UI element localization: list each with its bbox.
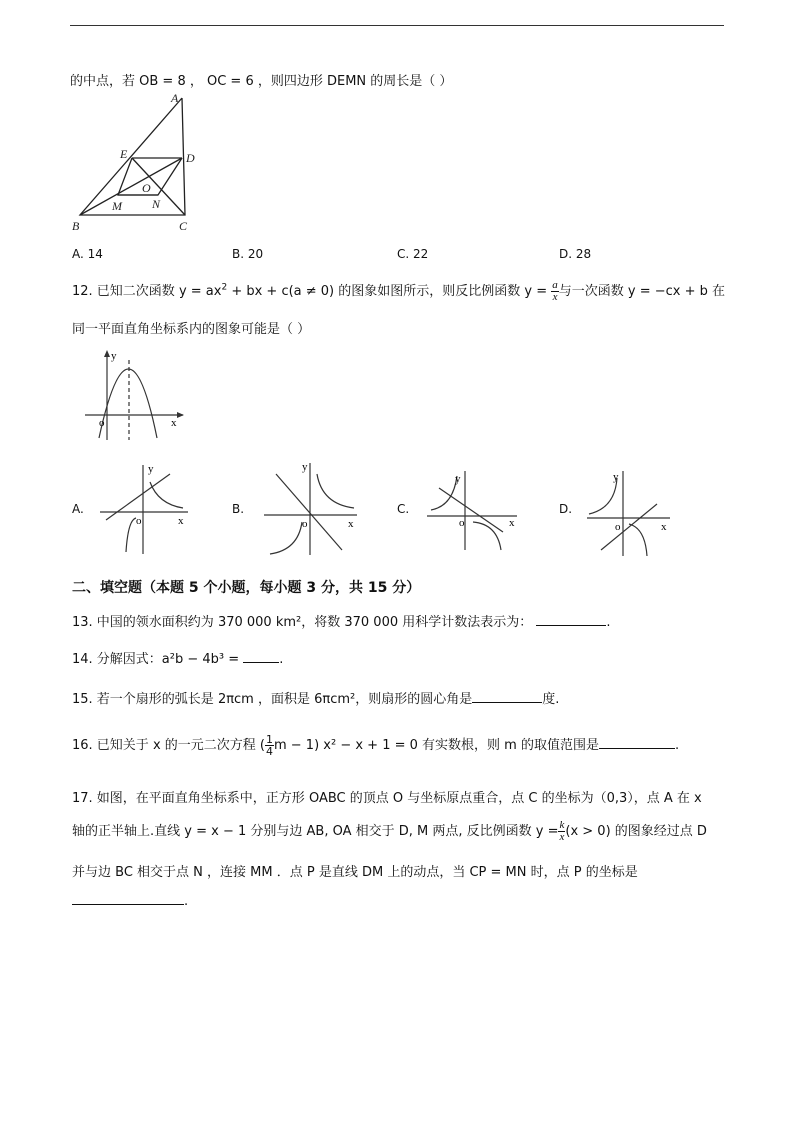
- q12-line1-a: 12. 已知二次函数 y = ax: [72, 284, 222, 299]
- q12-d-o-label: o: [615, 521, 621, 533]
- q12-a-y-label: y: [148, 463, 154, 475]
- q17-answer-blank[interactable]: [72, 893, 184, 905]
- q11-option-b: B. 20: [232, 247, 264, 261]
- label-O: O: [142, 181, 151, 195]
- q16-frac-den: 4: [265, 745, 273, 758]
- label-N: N: [152, 197, 161, 211]
- section-2-heading: 二、填空题（本题 5 个小题，每小题 3 分，共 15 分）: [72, 580, 421, 596]
- q12-fraction: [551, 280, 559, 303]
- q12-line1: [72, 280, 725, 303]
- q17-frac-den: x: [559, 831, 565, 843]
- q12-graph-c: [425, 468, 520, 553]
- q12-parabola-graph: [85, 350, 185, 445]
- q17-line2-b: (x > 0) 的图象经过点 D: [565, 824, 707, 839]
- q12-frac-den: x: [552, 291, 558, 303]
- q16: 16. 已知关于 x 的一元二次方程 ( $\frac{1}{4}$ m − 1) x² − x + 1 = 0 有实数根，则 m 的取值范围是 .: [72, 733, 680, 758]
- q12-line2: 同一平面直角坐标系内的图象可能是（ ）: [72, 322, 311, 337]
- q12-a-o-label: o: [136, 515, 142, 527]
- q12-d-y-label: y: [613, 471, 619, 483]
- q15-text-end: 度.: [542, 692, 560, 707]
- q13-answer-blank[interactable]: [536, 614, 606, 626]
- label-D: D: [186, 151, 195, 165]
- q12-option-b: B.: [232, 502, 245, 516]
- q17-answer: [72, 893, 188, 909]
- q12-main-x-label: x: [171, 417, 177, 429]
- q12-a-x-label: x: [178, 515, 184, 527]
- q12-c-x-label: x: [509, 517, 515, 529]
- q12-line1-c: 与一次函数 y = −cx + b 在: [558, 284, 726, 299]
- q12-graph-a: [98, 462, 190, 557]
- q12-graph-d: [585, 468, 673, 558]
- q16-text-a: 16. 已知关于 x 的一元二次方程 (: [72, 738, 265, 753]
- q13: 13. 中国的领水面积约为 370 000 km²，将数 370 000 用科学计数法表示为： .: [72, 615, 611, 630]
- q13-text: 13. 中国的领水面积约为 370 000 km²，将数 370 000 用科学计数法表示为：: [72, 615, 533, 630]
- q12-frac-num: a: [552, 279, 558, 291]
- q12-b-y-label: y: [302, 461, 308, 473]
- q16-text-b: m − 1) x² − x + 1 = 0 有实数根，则 m 的取值范围是: [273, 738, 599, 753]
- header-rule: [70, 25, 724, 26]
- q12-d-x-label: x: [661, 521, 667, 533]
- q17-line1: 17. 如图，在平面直角坐标系中，正方形 OABC 的顶点 O 与坐标原点重合，点 C 的坐标为（0,3），点 A 在 x: [72, 791, 702, 806]
- q12-graph-b: [262, 460, 360, 558]
- q15-answer-blank[interactable]: [472, 691, 542, 703]
- q12-option-c: C.: [397, 502, 410, 516]
- q12-main-o-label: o: [99, 417, 105, 429]
- label-M: M: [112, 199, 122, 213]
- q12-c-o-label: o: [459, 517, 465, 529]
- label-E: E: [120, 147, 128, 161]
- label-B: B: [72, 219, 80, 233]
- q12-c-y-label: y: [455, 473, 461, 485]
- q17-end: .: [184, 894, 189, 909]
- q14: 14. 分解因式：a²b − 4b³ = .: [72, 652, 284, 667]
- q15-text: 15. 若一个扇形的弧长是 2πcm ，面积是 6πcm²，则扇形的圆心角是: [72, 692, 473, 707]
- q14-text: 14. 分解因式：a²b − 4b³ =: [72, 652, 240, 667]
- q12-option-d: D.: [559, 502, 573, 516]
- q11-option-d: D. 28: [559, 247, 592, 261]
- q15: [72, 688, 559, 707]
- q11-figure: [70, 90, 200, 235]
- q14-answer-blank[interactable]: [243, 651, 279, 663]
- q17-line3: 并与边 BC 相交于点 N ，连接 MM ．点 P 是直线 DM 上的动点，当 CP = MN 时，点 P 的坐标是: [72, 865, 638, 880]
- q12-option-a: A.: [72, 502, 84, 516]
- label-A: A: [171, 91, 179, 105]
- label-C: C: [179, 219, 188, 233]
- q17-line2: [72, 820, 707, 843]
- q12-b-x-label: x: [348, 518, 354, 530]
- q17-line2-a: 轴的正半轴上.直线 y = x − 1 分别与边 AB, OA 相交于 D, M 两点, 反比例函数 y =: [72, 824, 559, 839]
- q16-frac-num: 1: [265, 733, 273, 746]
- q17-frac-num: k: [559, 819, 565, 831]
- q12-line1-b: + bx + c(a ≠ 0) 的图象如图所示，则反比例函数 y =: [227, 284, 548, 299]
- q11-text: 的中点，若 OB = 8 ， OC = 6 ，则四边形 DEMN 的周长是（ ）: [70, 74, 453, 89]
- q11-option-a: A. 14: [72, 247, 103, 261]
- q16-fraction: [265, 734, 274, 757]
- q12-main-y-label: y: [111, 350, 117, 362]
- q16-answer-blank[interactable]: [599, 737, 675, 749]
- q11-option-c: C. 22: [397, 247, 429, 261]
- q12-b-o-label: o: [302, 518, 308, 530]
- q12-sup2: 2: [221, 282, 228, 293]
